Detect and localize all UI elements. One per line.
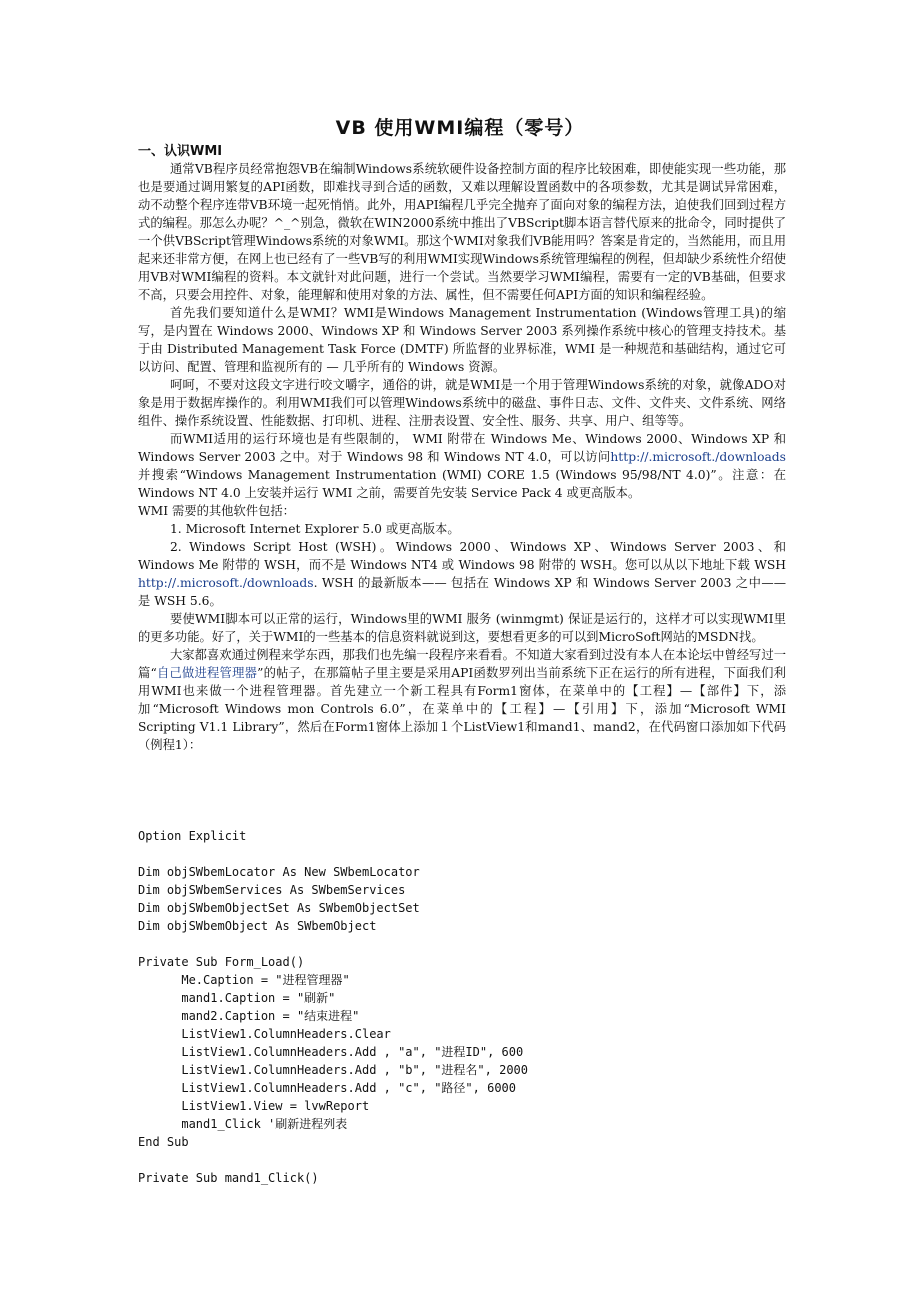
code-listing bbox=[138, 827, 838, 1187]
requirement-item-wsh-text-a: 2. Windows Script Host (WSH)。Windows 2000、Windows XP、Windows Server 2003、和 Windows Me 附带的 WSH，而不是 Windows NT4 或 Windows 98 附带的 WSH。您可以从以下地址下载 WSH bbox=[138, 540, 786, 572]
download-link[interactable]: http://.microsoft./downloads bbox=[610, 450, 786, 464]
code-line: Dim objSWbemServices As SWbemServices bbox=[138, 883, 406, 897]
requirement-item-wsh-text-b: . WSH 的最新版本—— 包括在 Windows XP 和 Windows Server 2003 之中——是 WSH 5.6。 bbox=[138, 576, 786, 608]
paragraph-environment-text-a: 而WMI适用的运行环境也是有些限制的， WMI 附带在 Windows Me、Windows 2000、Windows XP 和 Windows Server 2003 之中。对于 Windows 98 和 Windows NT 4.0，可以访问 bbox=[138, 432, 786, 464]
code-line bbox=[138, 935, 838, 953]
code-line: End Sub bbox=[138, 1135, 189, 1149]
code-line: mand2.Caption = "结束进程" bbox=[138, 1009, 360, 1023]
code-line: Dim objSWbemLocator As New SWbemLocator bbox=[138, 865, 420, 879]
code-line: mand1_Click '刷新进程列表 bbox=[138, 1117, 348, 1131]
code-line: ListView1.ColumnHeaders.Add , "b", "进程名", 2000 bbox=[138, 1063, 529, 1077]
wsh-download-link[interactable]: http://.microsoft./downloads bbox=[138, 576, 314, 590]
paragraph-example-text-a: 大家都喜欢通过例程来学东西，那我们也先编一段程序来看看。不知道大家看到过没有本人在本论坛中曾经写过一篇“ bbox=[138, 648, 786, 680]
paragraph-example-text-b: ”的帖子，在那篇帖子里主要是采用API函数罗列出当前系统下正在运行的所有进程，下面我们利用WMI也来做一个进程管理器。首先建立一个新工程具有Form1窗体，在菜单中的【工程】—【部件】下，添加“Microsoft Windows mon Controls 6.0”，在菜单中的【工程】—【引用】下，添加“Microsoft WMI Scripting V1.1 Library”，然后在Form1窗体上添加１个ListView1和mand1、mand2，在代码窗口添加如下代码（例程1）： bbox=[138, 666, 786, 752]
document-body bbox=[138, 160, 786, 754]
paragraph-environment-text-b: 并搜索“Windows Management Instrumentation (WMI) CORE 1.5 (Windows 95/98/NT 4.0)”。注意：在 Windows NT 4.0 上安装并运行 WMI 之前，需要首先安装 Service Pack 4 或更高版本。 bbox=[138, 468, 786, 500]
paragraph-requirements: WMI 需要的其他软件包括： bbox=[138, 504, 295, 518]
code-line bbox=[138, 1151, 838, 1169]
code-line: ListView1.ColumnHeaders.Add , "c", "路径", 6000 bbox=[138, 1081, 517, 1095]
code-line: Dim objSWbemObjectSet As SWbemObjectSet bbox=[138, 901, 420, 915]
code-line: ListView1.View = lvwReport bbox=[138, 1099, 370, 1113]
section-heading: 一、认识WMI bbox=[138, 144, 223, 159]
paragraph-environment bbox=[138, 430, 786, 502]
code-line bbox=[138, 845, 838, 863]
paragraph-example-intro bbox=[138, 646, 786, 754]
code-line: ListView1.ColumnHeaders.Add , "a", "进程ID", 600 bbox=[138, 1045, 524, 1059]
code-line: Dim objSWbemObject As SWbemObject bbox=[138, 919, 377, 933]
code-line: ListView1.ColumnHeaders.Clear bbox=[138, 1027, 391, 1041]
requirement-item-wsh bbox=[138, 538, 786, 610]
paragraph-wmi-service: 要使WMI脚本可以正常的运行，Windows里的WMI 服务 (winmgmt) 保证是运行的，这样才可以实现WMI里的更多功能。好了，关于WMI的一些基本的信息资料就说到这，要想看更多的可以到MicroSoft网站的MSDN找。 bbox=[138, 612, 786, 644]
paragraph-what-is-wmi: 首先我们要知道什么是WMI？WMI是Windows Management Instrumentation (Windows管理工具)的缩写，是内置在 Windows 2000、Windows XP 和 Windows Server 2003 系列操作系统中核心的管理支持技术。基于由 Distributed Management Task Force (DMTF) 所监督的业界标准，WMI 是一种规范和基础结构，通过它可以访问、配置、管理和监视所有的 — 几乎所有的 Windows 资源。 bbox=[138, 306, 786, 374]
process-manager-post-link[interactable]: 自己做进程管理器 bbox=[156, 666, 258, 680]
code-line: Option Explicit bbox=[138, 829, 247, 843]
paragraph-plain-explanation: 呵呵，不要对这段文字进行咬文嚼字，通俗的讲，就是WMI是一个用于管理Windows系统的对象，就像ADO对象是用于数据库操作的。利用WMI我们可以管理Windows系统中的磁盘、事件日志、文件、文件夹、文件系统、网络组件、操作系统设置、性能数据、打印机、进程、注册表设置、安全性、服务、共享、用户、组等等。 bbox=[138, 378, 786, 428]
code-line: mand1.Caption = "刷新" bbox=[138, 991, 336, 1005]
code-line: Me.Caption = "进程管理器" bbox=[138, 973, 350, 987]
requirement-item-ie: 1. Microsoft Internet Explorer 5.0 或更高版本。 bbox=[169, 522, 460, 536]
document-title: VB 使用WMI编程（零号） bbox=[335, 117, 585, 139]
code-line: Private Sub Form_Load() bbox=[138, 955, 305, 969]
code-line: Private Sub mand1_Click() bbox=[138, 1171, 319, 1185]
paragraph-intro: 通常VB程序员经常抱怨VB在编制Windows系统软硬件设备控制方面的程序比较困难，即使能实现一些功能，那也是要通过调用繁复的API函数，即难找寻到合适的函数，又难以理解设置函数中的各项参数，尤其是调试异常困难，动不动整个程序连带VB环境一起死悄悄。此外，用API编程几乎完全抛弃了面向对象的编程方法，迫使我们回到过程方式的编程。那怎么办呢？^_^别急，微软在WIN2000系统中推出了VBScript脚本语言替代原来的批命令，同时提供了一个供VBScript管理Windows系统的对象WMI。那这个WMI对象我们VB能用吗？答案是肯定的，当然能用，而且用起来还非常方便，在网上也已经有了一些VB写的利用WMI实现Windows系统管理编程的例程，但却缺少系统性介绍使用VB对WMI编程的资料。本文就针对此问题，进行一个尝试。当然要学习WMI编程，需要有一定的VB基础，但要求不高，只要会用控件、对象，能理解和使用对象的方法、属性，但不需要任何API方面的知识和编程经验。 bbox=[138, 162, 786, 302]
